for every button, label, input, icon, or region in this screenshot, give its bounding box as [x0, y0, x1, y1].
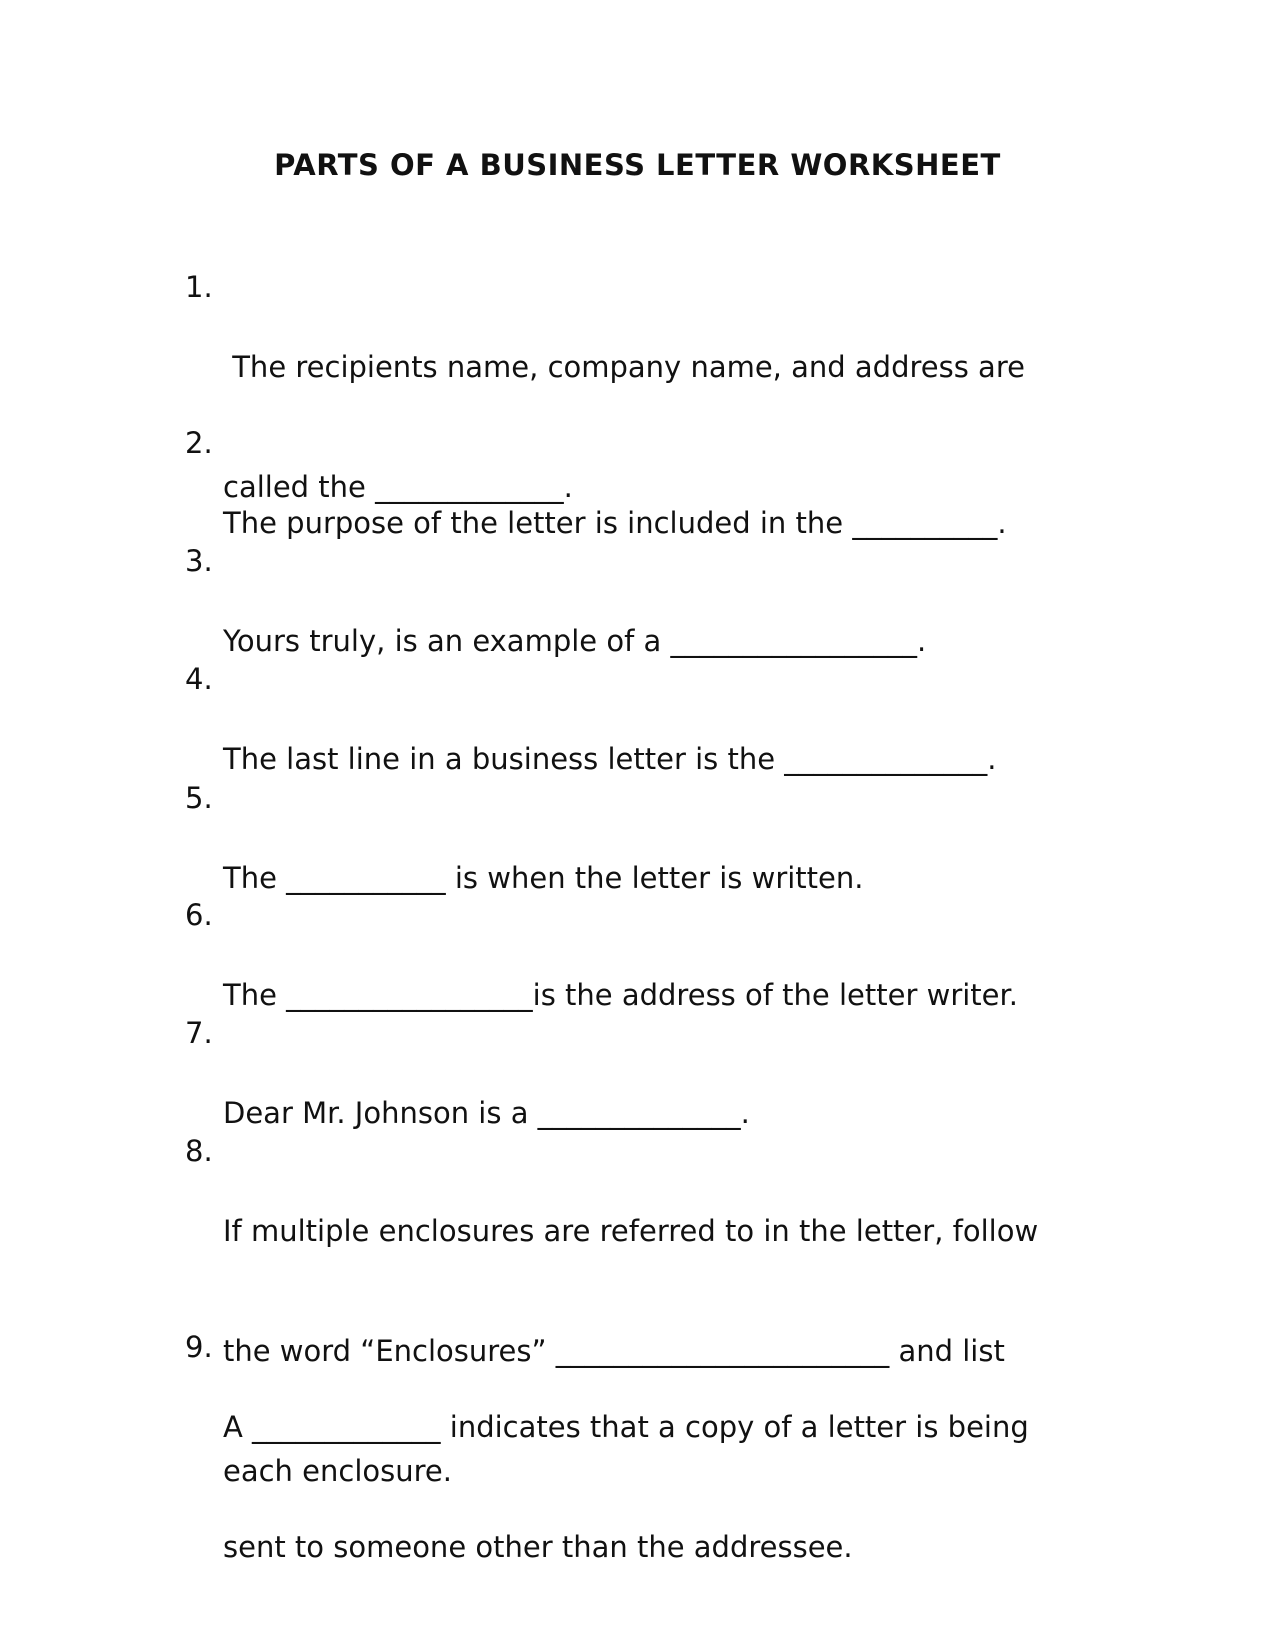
question-number: 8.: [185, 1134, 213, 1168]
question-line: Dear Mr. Johnson is a ______________.: [223, 1096, 750, 1130]
question-line: The last line in a business letter is the ______________.: [223, 742, 997, 776]
question-line: Yours truly, is an example of a _________________.: [223, 624, 927, 658]
question-line: A _____________ indicates that a copy of a letter is being: [223, 1410, 1029, 1444]
question-line: The _________________is the address of the letter writer.: [223, 978, 1018, 1012]
question-line: called the _____________.: [223, 470, 573, 504]
question-number: 6.: [185, 898, 213, 932]
question-line: The purpose of the letter is included in the __________.: [223, 506, 1007, 540]
question-number: 4.: [185, 662, 213, 696]
question-number: 1.: [185, 270, 213, 304]
question-number: 9.: [185, 1330, 213, 1364]
question-number: 3.: [185, 544, 213, 578]
question-text: [223, 1327, 1123, 1647]
question-line: sent to someone other than the addressee.: [223, 1530, 853, 1564]
question-line: If multiple enclosures are referred to in the letter, follow: [223, 1214, 1039, 1248]
question-line: the word “Enclosures” _______________________ and list: [223, 1334, 1005, 1368]
question-number: 2.: [185, 426, 213, 460]
question-number: 7.: [185, 1016, 213, 1050]
question-line: The recipients name, company name, and address are: [223, 350, 1025, 384]
question-line: each enclosure.: [223, 1454, 452, 1488]
worksheet-title: PARTS OF A BUSINESS LETTER WORKSHEET: [274, 148, 1001, 182]
question-number: 5.: [185, 781, 213, 815]
question-line: The ___________ is when the letter is written.: [223, 861, 864, 895]
